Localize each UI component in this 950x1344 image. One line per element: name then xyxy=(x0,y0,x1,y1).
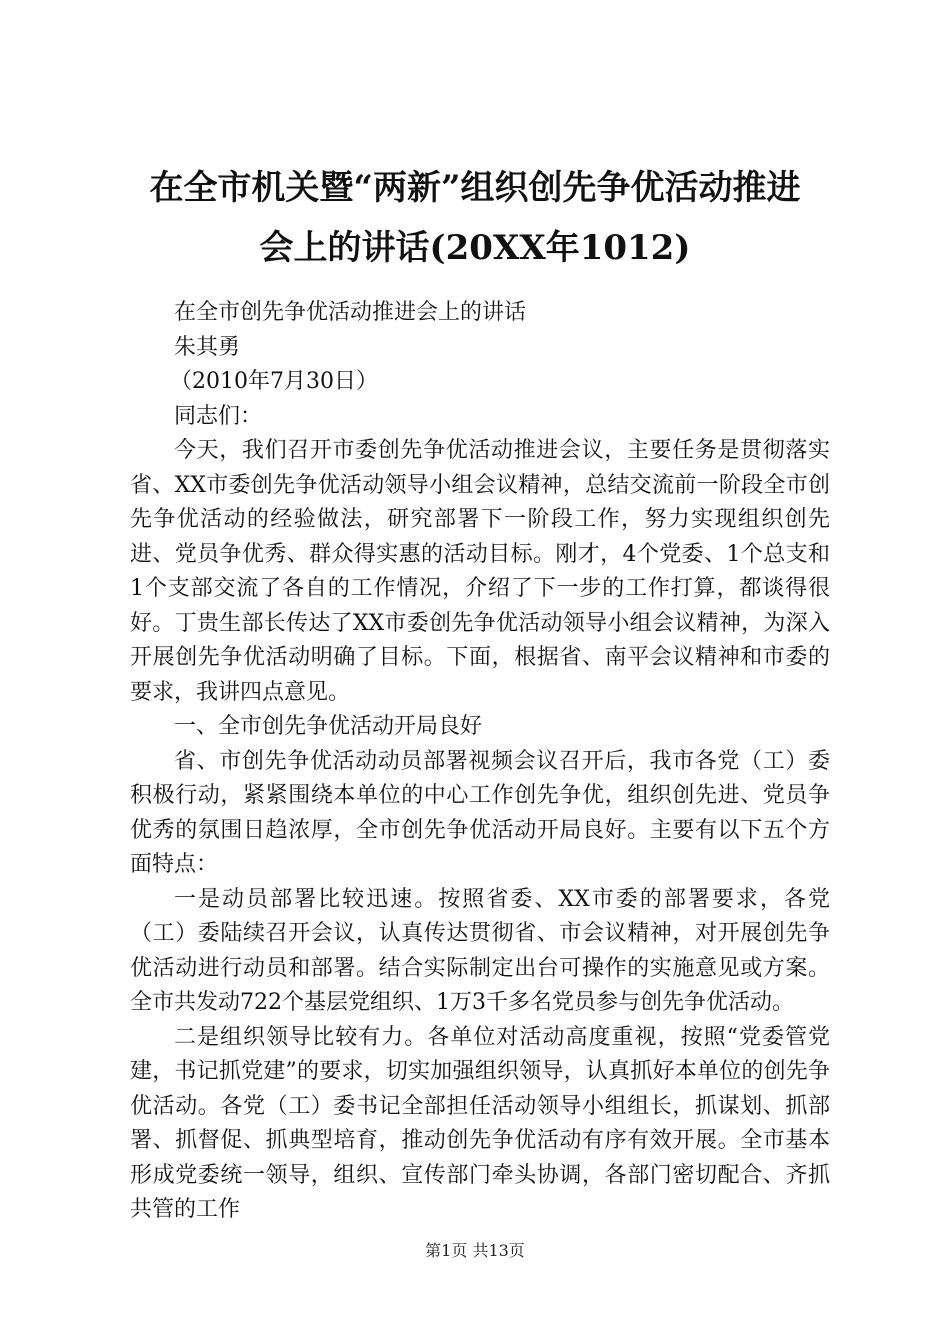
body-paragraph: 今天，我们召开市委创先争优活动推进会议，主要任务是贯彻落实省、XX市委创先争优活动领导小组会议精神，总结交流前一阶段全市创先争优活动的经验做法，研究部署下一阶段工作，努力实现组织创先进、党员争优秀、群众得实惠的活动目标。刚才，4个党委、1个总支和1个支部交流了各自的工作情况，介绍了下一步的工作打算，都谈得很好。丁贵生部长传达了XX市委创先争优活动领导小组会议精神，为深入开展创先争优活动明确了目标。下面，根据省、南平会议精神和市委的要求，我讲四点意见。 xyxy=(130,438,830,705)
body-paragraph: 一是动员部署比较迅速。按照省委、XX市委的部署要求，各党（工）委陆续召开会议，认真传达贯彻省、市会议精神，对开展创先争优活动进行动员和部署。结合实际制定出台可操作的实施意见或方案。全市共发动722个基层党组织、1万3千多名党员参与创先争优活动。 xyxy=(130,886,830,1015)
title-line-2: 会上的讲话(20XX年1012) xyxy=(259,228,691,268)
document-body xyxy=(130,296,830,1228)
body-paragraph: 二是组织领导比较有力。各单位对活动高度重视，按照“党委管党建，书记抓党建”的要求，切实加强组织领导，认真抓好本单位的创先争优活动。各党（工）委书记全部担任活动领导小组组长，抓谋划、抓部署、抓督促、抓典型培育，推动创先争优活动有序有效开展。全市基本形成党委统一领导，组织、宣传部门牵头协调，各部门密切配合、齐抓共管的工作 xyxy=(130,1024,830,1222)
document-title xyxy=(110,158,840,278)
body-paragraph: 省、市创先争优活动动员部署视频会议召开后，我市各党（工）委积极行动，紧紧围绕本单位的中心工作创先争优，组织创先进、党员争优秀的氛围日趋浓厚，全市创先争优活动开局良好。主要有以下五个方面特点： xyxy=(130,748,830,877)
speaker-name: 朱其勇 xyxy=(174,334,241,360)
title-line-1: 在全市机关暨“两新”组织创先争优活动推进 xyxy=(149,168,801,208)
speech-date: （2010年7月30日） xyxy=(170,369,378,394)
section-heading: 一、全市创先争优活动开局良好 xyxy=(174,714,483,739)
salutation: 同志们： xyxy=(174,403,263,429)
speech-subtitle: 在全市创先争优活动推进会上的讲话 xyxy=(174,300,527,325)
page-number: 第1页 共13页 xyxy=(425,1241,525,1260)
